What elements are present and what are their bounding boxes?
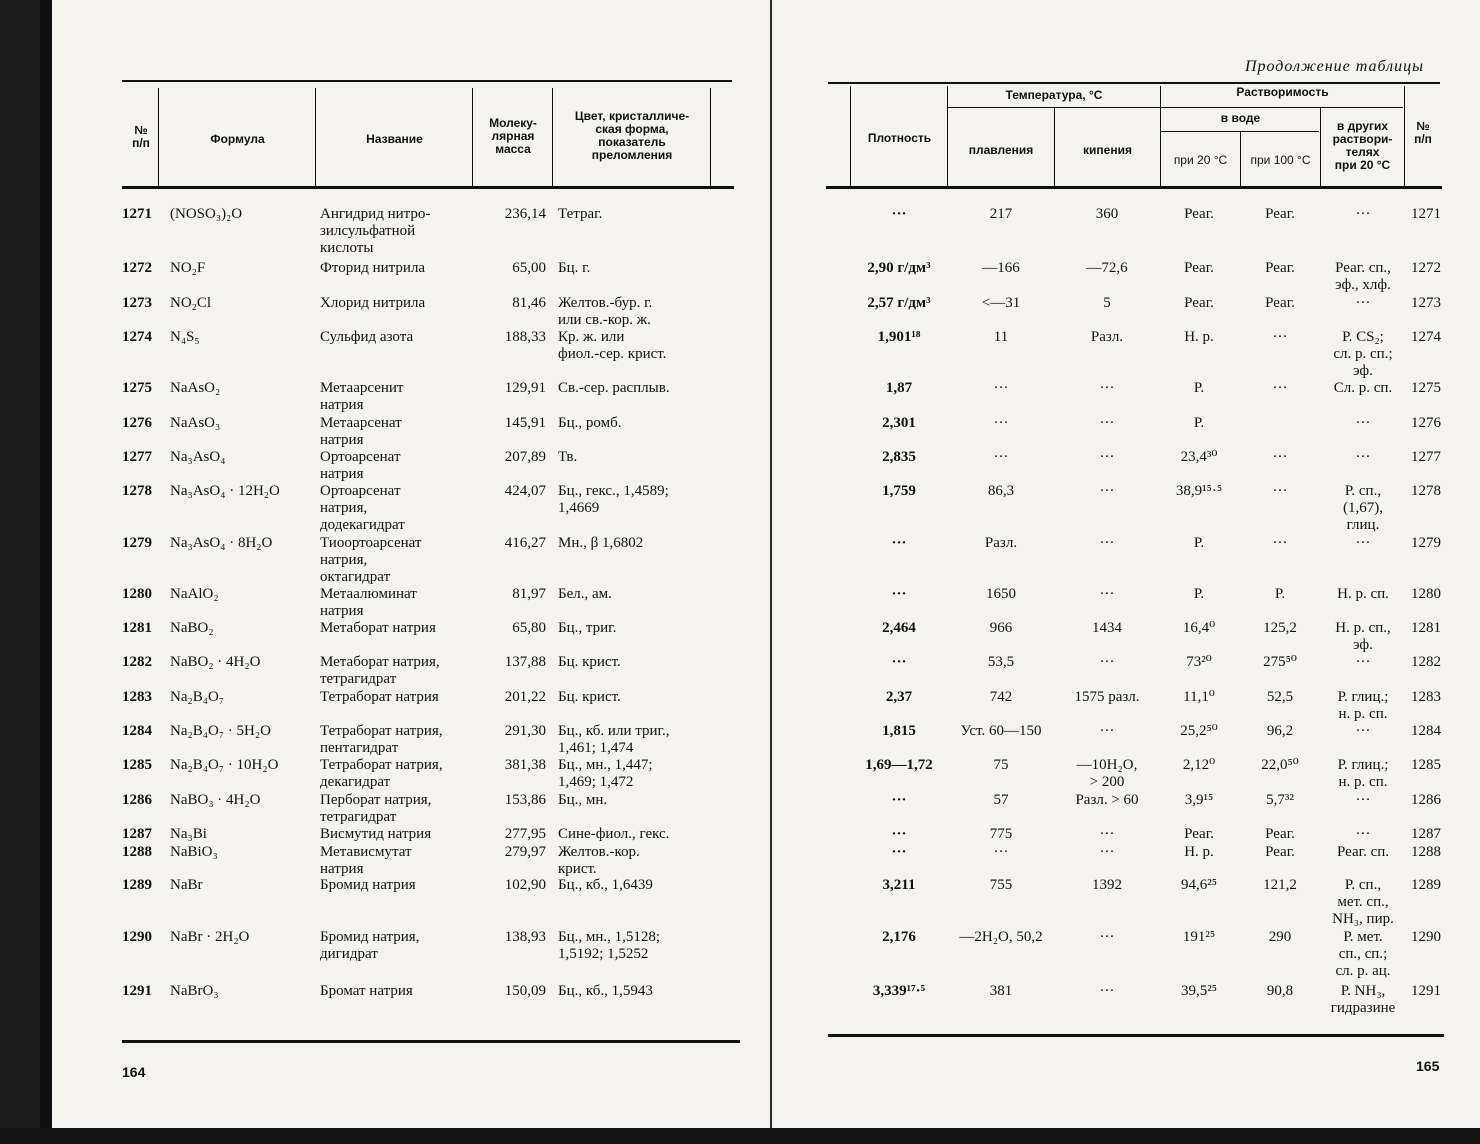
left-cell-n: 1283 [122, 689, 152, 705]
left-cell-color: Кр. ж. или фиол.-сер. крист. [558, 329, 667, 362]
left-cell-color: Св.-сер. расплыв. [558, 380, 670, 396]
right-cell-n: 1286 [1411, 792, 1441, 808]
right-cell-w20: 94,6²⁵ [1181, 877, 1217, 893]
bottom-rule [828, 1034, 1444, 1037]
right-cell-w20: 16,4⁰ [1182, 620, 1216, 636]
left-cell-mass: 81,97 [512, 586, 546, 602]
right-cell-w20: 191²⁵ [1182, 929, 1216, 945]
right-cell-mp: 53,5 [987, 654, 1015, 670]
right-cell-n: 1277 [1411, 449, 1441, 465]
left-cell-formula: NaBr [170, 877, 203, 893]
right-cell-w20: Реаг. [1184, 260, 1214, 276]
left-cell-n: 1276 [122, 415, 152, 431]
header-formula: Формула [210, 132, 265, 146]
right-cell-other: Реаг. сп., эф., хлф. [1335, 260, 1391, 293]
left-cell-color: Тв. [558, 449, 578, 465]
right-cell-n: 1289 [1411, 877, 1441, 893]
top-rule [122, 80, 732, 82]
right-cell-bp: 1434 [1092, 620, 1122, 636]
right-cell-w100: ··· [1272, 329, 1288, 345]
left-cell-mass: 291,30 [504, 723, 546, 739]
left-cell-formula: NO₂Cl [170, 295, 212, 311]
right-cell-mp: 57 [993, 792, 1009, 808]
right-cell-other: ··· [1355, 206, 1371, 222]
left-cell-n: 1280 [122, 586, 152, 602]
column-divider [552, 88, 553, 188]
left-cell-mass: 188,33 [504, 329, 546, 345]
left-cell-formula: Na₃AsO₄ · 8H₂O [170, 535, 273, 551]
left-cell-name: Висмутид натрия [320, 826, 432, 842]
left-cell-n: 1286 [122, 792, 152, 808]
right-cell-w20: 23,4³⁰ [1180, 449, 1218, 465]
right-cell-other: ··· [1355, 449, 1371, 465]
right-cell-mp: ··· [993, 415, 1009, 431]
left-cell-mass: 129,91 [504, 380, 546, 396]
left-cell-mass: 207,89 [504, 449, 546, 465]
right-cell-w100: 5,7³² [1266, 792, 1294, 808]
right-cell-density: ··· [891, 535, 907, 551]
left-cell-n: 1290 [122, 929, 152, 945]
right-cell-bp: ··· [1099, 535, 1115, 551]
left-cell-color: Мн., β 1,6802 [558, 535, 644, 551]
right-cell-density: 1,815 [882, 723, 916, 739]
right-cell-bp: ··· [1099, 983, 1115, 999]
right-cell-w100: 125,2 [1263, 620, 1297, 636]
left-cell-mass: 102,90 [504, 877, 546, 893]
header-bottom-rule [826, 186, 1442, 189]
subheader-rule [948, 107, 1160, 108]
right-cell-n: 1271 [1411, 206, 1441, 222]
left-cell-name: Бромид натрия [320, 877, 416, 893]
right-cell-other: ··· [1355, 826, 1371, 842]
right-cell-w20: 73²⁰ [1186, 654, 1212, 670]
right-cell-w20: Реаг. [1184, 206, 1214, 222]
left-cell-color: Бц. г. [558, 260, 591, 276]
left-cell-name: Тетраборат натрия, декагидрат [320, 757, 443, 790]
right-cell-density: 1,759 [882, 483, 916, 499]
left-cell-color: Бц., мн. [558, 792, 608, 808]
right-cell-bp: ··· [1099, 586, 1115, 602]
left-cell-name: Метаарсенат натрия [320, 415, 402, 448]
right-cell-w100: ··· [1272, 449, 1288, 465]
right-cell-n: 1282 [1411, 654, 1441, 670]
left-cell-mass: 416,27 [504, 535, 546, 551]
left-cell-formula: NaAsO₃ [170, 415, 221, 431]
column-divider [710, 88, 711, 188]
header-name: Название [366, 132, 423, 146]
left-cell-formula: (NOSO₃)₂O [170, 206, 243, 222]
left-cell-formula: NaBO₃ · 4H₂O [170, 792, 261, 808]
column-divider [850, 86, 851, 186]
left-cell-color: Бц., гекс., 1,4589; 1,4669 [558, 483, 669, 516]
right-cell-density: ··· [891, 844, 907, 860]
header-boiling: кипения [1083, 143, 1132, 157]
left-cell-name: Сульфид азота [320, 329, 414, 345]
left-cell-n: 1278 [122, 483, 152, 499]
left-cell-mass: 138,93 [504, 929, 546, 945]
right-cell-w100: Реаг. [1265, 206, 1295, 222]
right-cell-density: 2,464 [882, 620, 916, 636]
right-cell-bp: Разл. [1090, 329, 1124, 345]
header-other-solvents: в других раствори- телях при 20 °С [1332, 119, 1393, 172]
left-cell-n: 1277 [122, 449, 152, 465]
right-cell-bp: —72,6 [1086, 260, 1128, 276]
right-cell-w20: Н. р. [1184, 844, 1214, 860]
left-cell-color: Желтов.-кор. крист. [558, 844, 640, 877]
left-cell-formula: NaBO₂ · 4H₂O [170, 654, 261, 670]
left-cell-n: 1281 [122, 620, 152, 636]
right-cell-other: Н. р. сп. [1337, 586, 1389, 602]
left-cell-n: 1289 [122, 877, 152, 893]
left-cell-formula: NO₂F [170, 260, 206, 276]
left-cell-name: Фторид нитрила [320, 260, 426, 276]
right-cell-density: 2,835 [882, 449, 916, 465]
right-cell-n: 1283 [1411, 689, 1441, 705]
right-cell-other: Н. р. сп., эф. [1335, 620, 1391, 653]
right-cell-mp: 742 [989, 689, 1013, 705]
left-cell-n: 1275 [122, 380, 152, 396]
left-cell-color: Бц., кб., 1,6439 [558, 877, 653, 893]
left-cell-color: Бц. крист. [558, 654, 621, 670]
left-cell-n: 1288 [122, 844, 152, 860]
right-cell-other: Р. сп., (1,67), глиц. [1343, 483, 1383, 533]
right-cell-n: 1275 [1411, 380, 1441, 396]
right-cell-other: Р. NH₃, гидразине [1330, 983, 1396, 1016]
left-cell-n: 1273 [122, 295, 152, 311]
right-cell-density: 1,87 [885, 380, 913, 396]
left-cell-color: Бц., триг. [558, 620, 617, 636]
right-cell-other: ··· [1355, 654, 1371, 670]
right-cell-w100: 90,8 [1266, 983, 1294, 999]
left-cell-formula: Na₂B₄O₇ · 10H₂O [170, 757, 279, 773]
right-cell-mp: ··· [993, 844, 1009, 860]
left-page [40, 0, 770, 1128]
right-cell-mp: 11 [993, 329, 1009, 345]
right-cell-other: Р. глиц.; н. р. сп. [1337, 757, 1389, 790]
right-cell-n: 1276 [1411, 415, 1441, 431]
right-cell-bp: 1392 [1092, 877, 1122, 893]
left-cell-mass: 137,88 [504, 654, 546, 670]
left-cell-mass: 65,00 [512, 260, 546, 276]
right-cell-n: 1280 [1411, 586, 1441, 602]
left-cell-n: 1284 [122, 723, 152, 739]
right-cell-bp: ··· [1099, 723, 1115, 739]
right-cell-bp: Разл. > 60 [1075, 792, 1139, 808]
right-cell-mp: 1650 [986, 586, 1016, 602]
left-cell-formula: NaBO₂ [170, 620, 214, 636]
right-cell-density: ··· [891, 654, 907, 670]
right-cell-bp: ··· [1099, 826, 1115, 842]
right-cell-w100: 121,2 [1263, 877, 1297, 893]
right-cell-n: 1291 [1411, 983, 1441, 999]
right-cell-other: Сл. р. сп. [1333, 380, 1393, 396]
left-cell-name: Метаборат натрия [320, 620, 436, 636]
right-cell-bp: 1575 разл. [1074, 689, 1140, 705]
right-cell-other: ··· [1355, 295, 1371, 311]
right-cell-other: Р. сп., мет. сп., NH₃, пир. [1332, 877, 1394, 927]
left-cell-n: 1274 [122, 329, 152, 345]
right-cell-bp: ··· [1099, 449, 1115, 465]
right-cell-w20: 39,5²⁵ [1181, 983, 1217, 999]
left-cell-formula: NaAlO₂ [170, 586, 219, 602]
left-cell-color: Желтов.-бур. г. или св.-кор. ж. [558, 295, 653, 328]
right-cell-mp: 966 [989, 620, 1013, 636]
left-cell-color: Бц., кб. или триг., 1,461; 1,474 [558, 723, 670, 756]
left-cell-color: Сине-фиол., гекс. [558, 826, 670, 842]
right-cell-w100: Реаг. [1265, 826, 1295, 842]
right-cell-other: Р. глиц.; н. р. сп. [1337, 689, 1389, 722]
right-cell-other: ··· [1355, 415, 1371, 431]
left-cell-name: Бромид натрия, дигидрат [320, 929, 420, 962]
right-cell-w20: 3,9¹⁵ [1184, 792, 1214, 808]
right-cell-density: 2,301 [882, 415, 916, 431]
right-cell-other: ··· [1355, 723, 1371, 739]
right-cell-w20: 11,1⁰ [1183, 689, 1215, 705]
left-cell-name: Метаарсенит натрия [320, 380, 404, 413]
right-cell-mp: Разл. [984, 535, 1018, 551]
left-cell-mass: 153,86 [504, 792, 546, 808]
left-cell-n: 1272 [122, 260, 152, 276]
right-cell-mp: 217 [989, 206, 1013, 222]
left-cell-n: 1282 [122, 654, 152, 670]
right-cell-n: 1288 [1411, 844, 1441, 860]
header-mass: Молеку- лярная масса [489, 116, 537, 156]
right-cell-bp: ··· [1099, 654, 1115, 670]
right-cell-other: Р. CS₂; сл. р. сп.; эф. [1333, 329, 1393, 379]
header-color: Цвет, кристалличе- ская форма, показатель преломления [574, 109, 690, 162]
header-num-right: № п/п [1414, 119, 1432, 146]
right-cell-other: ··· [1355, 792, 1371, 808]
header-in-water: в воде [1220, 111, 1261, 125]
left-cell-name: Ортоарсенат натрия, додекагидрат [320, 483, 405, 533]
right-cell-w100: Реаг. [1265, 260, 1295, 276]
left-cell-mass: 81,46 [512, 295, 546, 311]
left-cell-mass: 150,09 [504, 983, 546, 999]
right-cell-w100: ··· [1272, 483, 1288, 499]
right-cell-other: Реаг. сп. [1336, 844, 1390, 860]
left-cell-n: 1279 [122, 535, 152, 551]
right-cell-bp: ··· [1099, 380, 1115, 396]
column-divider [158, 88, 159, 188]
right-cell-w20: Р. [1193, 586, 1205, 602]
right-cell-w20: 2,12⁰ [1182, 757, 1216, 773]
right-cell-n: 1279 [1411, 535, 1441, 551]
right-cell-density: 1,901¹⁸ [877, 329, 921, 345]
right-cell-bp: —10H₂O, > 200 [1076, 757, 1138, 790]
column-divider [1404, 86, 1405, 186]
left-cell-formula: Na₂B₄O₇ [170, 689, 225, 705]
right-cell-bp: ··· [1099, 929, 1115, 945]
left-cell-color: Бц., ромб. [558, 415, 622, 431]
left-cell-mass: 424,07 [504, 483, 546, 499]
right-cell-w20: Р. [1193, 380, 1205, 396]
header-water-20: при 20 °С [1173, 153, 1228, 167]
right-cell-w20: Реаг. [1184, 295, 1214, 311]
right-cell-mp: 86,3 [987, 483, 1015, 499]
right-cell-n: 1287 [1411, 826, 1441, 842]
subheader-rule [1161, 107, 1403, 108]
left-cell-name: Хлорид нитрила [320, 295, 426, 311]
right-cell-n: 1285 [1411, 757, 1441, 773]
right-cell-mp: 755 [989, 877, 1013, 893]
page-bottom-edge [0, 1128, 1480, 1144]
right-cell-w100: 290 [1268, 929, 1292, 945]
right-cell-mp: ··· [993, 380, 1009, 396]
page-number: 165 [1416, 1058, 1440, 1074]
right-cell-density: ··· [891, 586, 907, 602]
right-cell-density: 2,57 г/дм³ [867, 295, 931, 311]
left-cell-n: 1287 [122, 826, 152, 842]
left-cell-name: Тетраборат натрия, пентагидрат [320, 723, 443, 756]
left-cell-name: Ангидрид нитро- зилсульфатной кислоты [320, 206, 431, 256]
right-cell-w100: 275⁵⁰ [1263, 654, 1297, 670]
right-cell-bp: 5 [1103, 295, 1111, 311]
left-cell-mass: 277,95 [504, 826, 546, 842]
left-cell-color: Бц., мн., 1,447; 1,469; 1,472 [558, 757, 653, 790]
right-cell-mp: <—31 [981, 295, 1021, 311]
left-cell-name: Ортоарсенат натрия [320, 449, 401, 482]
right-cell-n: 1272 [1411, 260, 1441, 276]
right-cell-w100: Р. [1274, 586, 1286, 602]
right-cell-w100: 96,2 [1266, 723, 1294, 739]
left-cell-formula: NaAsO₂ [170, 380, 221, 396]
column-divider [1160, 86, 1161, 186]
left-cell-name: Перборат натрия, тетрагидрат [320, 792, 432, 825]
right-cell-n: 1274 [1411, 329, 1441, 345]
header-water-100: при 100 °С [1250, 153, 1311, 167]
right-cell-density: 2,176 [882, 929, 916, 945]
left-cell-formula: NaBrO₃ [170, 983, 219, 999]
right-cell-density: ··· [891, 826, 907, 842]
right-cell-density: 2,37 [885, 689, 913, 705]
right-cell-n: 1284 [1411, 723, 1441, 739]
right-cell-bp: ··· [1099, 415, 1115, 431]
right-cell-w100: 52,5 [1266, 689, 1294, 705]
right-cell-n: 1281 [1411, 620, 1441, 636]
right-cell-w20: Реаг. [1184, 826, 1214, 842]
right-cell-mp: 381 [989, 983, 1013, 999]
right-cell-density: ··· [891, 792, 907, 808]
left-cell-name: Метависмутат натрия [320, 844, 412, 877]
subheader-rule [1161, 131, 1319, 132]
right-cell-w20: 38,9¹⁵·⁵ [1175, 483, 1223, 499]
left-cell-name: Тиоортоарсенат натрия, октагидрат [320, 535, 422, 585]
right-cell-mp: 775 [989, 826, 1013, 842]
right-cell-mp: 75 [993, 757, 1009, 773]
right-cell-w100: ··· [1272, 535, 1288, 551]
right-cell-n: 1273 [1411, 295, 1441, 311]
column-divider [315, 88, 316, 188]
header-density: Плотность [867, 131, 932, 145]
right-cell-w100: Реаг. [1265, 844, 1295, 860]
left-cell-color: Бел., ам. [558, 586, 612, 602]
right-cell-w100: 22,0⁵⁰ [1261, 757, 1299, 773]
right-cell-density: 3,211 [882, 877, 916, 893]
left-cell-name: Тетраборат натрия [320, 689, 439, 705]
left-cell-mass: 145,91 [504, 415, 546, 431]
right-cell-density: ··· [891, 206, 907, 222]
left-cell-n: 1271 [122, 206, 152, 222]
right-cell-bp: 360 [1095, 206, 1119, 222]
left-cell-n: 1291 [122, 983, 152, 999]
bottom-rule [122, 1040, 740, 1043]
right-cell-n: 1278 [1411, 483, 1441, 499]
column-divider [472, 88, 473, 188]
left-cell-color: Бц., кб., 1,5943 [558, 983, 653, 999]
right-cell-mp: Уст. 60—150 [960, 723, 1042, 739]
left-cell-formula: Na₂B₄O₇ · 5H₂O [170, 723, 271, 739]
left-cell-formula: Na₃AsO₄ [170, 449, 226, 465]
right-page [772, 0, 1480, 1128]
right-cell-mp: ··· [993, 449, 1009, 465]
left-cell-color: Бц., мн., 1,5128; 1,5192; 1,5252 [558, 929, 661, 962]
header-melting: плавления [968, 143, 1034, 157]
left-cell-color: Тетраг. [558, 206, 603, 222]
right-cell-w20: Р. [1193, 535, 1205, 551]
right-cell-bp: ··· [1099, 844, 1115, 860]
continuation-label: Продолжение таблицы [1244, 58, 1424, 75]
left-cell-name: Бромат натрия [320, 983, 413, 999]
right-cell-density: 1,69—1,72 [865, 757, 933, 773]
left-cell-mass: 201,22 [504, 689, 546, 705]
right-cell-bp: ··· [1099, 483, 1115, 499]
page-number: 164 [122, 1064, 146, 1080]
left-cell-formula: N₄S₅ [170, 329, 200, 345]
left-cell-name: Метаборат натрия, тетрагидрат [320, 654, 440, 687]
right-cell-w100: ··· [1272, 380, 1288, 396]
right-cell-density: 2,90 г/дм³ [867, 260, 931, 276]
left-cell-mass: 381,38 [504, 757, 546, 773]
left-cell-formula: Na₃AsO₄ · 12H₂O [170, 483, 280, 499]
right-cell-mp: —2H₂O, 50,2 [959, 929, 1043, 945]
header-solubility: Растворимость [1236, 85, 1329, 99]
left-cell-mass: 279,97 [504, 844, 546, 860]
header-num: № п/п [132, 123, 150, 150]
left-cell-mass: 65,80 [512, 620, 546, 636]
right-cell-other: ··· [1355, 535, 1371, 551]
left-cell-mass: 236,14 [504, 206, 546, 222]
right-cell-n: 1290 [1411, 929, 1441, 945]
right-cell-w100: Реаг. [1265, 295, 1295, 311]
right-cell-w20: Н. р. [1184, 329, 1214, 345]
left-cell-formula: NaBr · 2H₂O [170, 929, 250, 945]
left-cell-name: Метаалюминат натрия [320, 586, 417, 619]
header-bottom-rule [122, 186, 734, 189]
right-cell-w20: 25,2⁵⁰ [1180, 723, 1218, 739]
left-cell-formula: NaBiO₃ [170, 844, 218, 860]
right-cell-other: Р. мет. сп., сп.; сл. р. ац. [1335, 929, 1391, 979]
right-cell-density: 3,339¹⁷·⁵ [872, 983, 926, 999]
left-cell-formula: Na₃Bi [170, 826, 207, 842]
right-cell-mp: —166 [982, 260, 1020, 276]
header-temperature: Температура, °С [1005, 88, 1103, 102]
left-cell-n: 1285 [122, 757, 152, 773]
right-cell-w20: Р. [1193, 415, 1205, 431]
left-cell-color: Бц. крист. [558, 689, 621, 705]
top-rule [828, 82, 1440, 84]
